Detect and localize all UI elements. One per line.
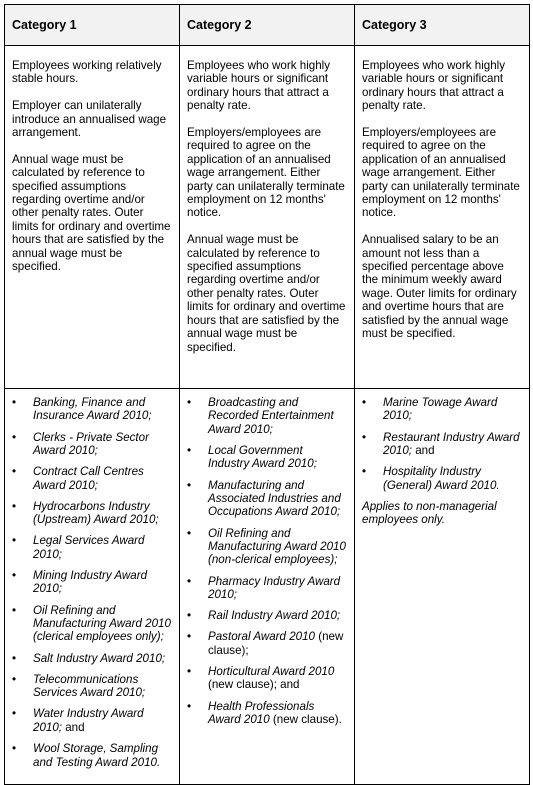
awards-list bbox=[362, 396, 522, 492]
award-name: Manufacturing and Associated Industries and Occupations Award 2010; bbox=[208, 478, 341, 519]
award-list-item bbox=[12, 652, 172, 665]
bullet-icon: • bbox=[362, 465, 367, 479]
bullet-icon: • bbox=[12, 707, 17, 721]
bullet-icon: • bbox=[12, 499, 17, 513]
bullet-icon: • bbox=[187, 609, 192, 623]
award-name: Wool Storage, Sampling and Testing Award 2010. bbox=[33, 742, 161, 769]
award-name: Oil Refining and Manufacturing Award 2010 (clerical employees only); bbox=[33, 603, 171, 644]
award-suffix: and bbox=[62, 720, 85, 734]
bullet-icon: • bbox=[187, 396, 192, 409]
award-name: Oil Refining and Manufacturing Award 2010 (non-clerical employees); bbox=[208, 526, 346, 567]
award-name: Mining Industry Award 2010; bbox=[33, 569, 148, 596]
award-name: Health Professionals Award 2010 bbox=[208, 699, 315, 727]
awards-row bbox=[5, 389, 530, 785]
description-paragraph: Employers/employees are required to agree on the application of an annualised wage arrangement. Either party can unilaterally terminate employment on 12 months' notice. bbox=[187, 126, 345, 220]
award-list-item bbox=[12, 396, 172, 423]
category-2-header: Category 2 bbox=[180, 5, 355, 46]
award-list-item bbox=[362, 396, 522, 423]
award-suffix: (new clause). bbox=[269, 713, 342, 727]
bullet-icon: • bbox=[187, 699, 192, 713]
award-list-item bbox=[187, 700, 347, 727]
award-list-item bbox=[187, 396, 347, 436]
award-name: Telecommunications Services Award 2010; bbox=[33, 672, 146, 700]
bullet-icon: • bbox=[12, 430, 17, 444]
award-list-item bbox=[187, 665, 347, 692]
description-paragraph: Annual wage must be calculated by reference to specified assumptions regarding overtime and/or other penalty rates. Outer limits for ordinary and overtime hours that are satisfied by the annual wage must be specified. bbox=[12, 152, 171, 274]
award-list-item bbox=[362, 465, 522, 492]
award-name: Water Industry Award 2010; bbox=[33, 707, 144, 734]
award-list-item bbox=[187, 527, 347, 567]
bullet-icon: • bbox=[12, 651, 17, 665]
bullet-icon: • bbox=[362, 396, 367, 409]
category-3-description bbox=[355, 46, 530, 389]
award-list-item bbox=[187, 444, 347, 471]
award-name: Contract Call Centres Award 2010; bbox=[33, 465, 144, 492]
award-list-item bbox=[12, 500, 172, 527]
award-suffix: (new clause); bbox=[208, 630, 344, 657]
award-suffix: and bbox=[412, 444, 435, 458]
bullet-icon: • bbox=[187, 526, 192, 540]
award-list-item bbox=[12, 707, 172, 734]
description-paragraph: Employees who work highly variable hours or significant ordinary hours that attract a penalty rate. bbox=[362, 59, 506, 113]
award-name: Pastoral Award 2010 bbox=[208, 630, 315, 644]
description-paragraph: Employees working relatively stable hours. bbox=[12, 59, 162, 86]
award-name: Restaurant Industry Award 2010; bbox=[383, 430, 520, 458]
description-paragraph: Employees who work highly variable hours or significant ordinary hours that attract a penalty rate. bbox=[187, 59, 331, 113]
bullet-icon: • bbox=[12, 534, 17, 548]
category-1-header: Category 1 bbox=[5, 5, 180, 46]
description-row bbox=[5, 46, 530, 389]
category-3-note: Applies to non-managerial employees only. bbox=[362, 499, 497, 527]
bullet-icon: • bbox=[187, 630, 192, 644]
awards-list bbox=[12, 396, 172, 769]
bullet-icon: • bbox=[12, 603, 17, 617]
category-1-description bbox=[5, 46, 180, 389]
award-name: Pharmacy Industry Award 2010; bbox=[208, 574, 341, 602]
award-list-item bbox=[12, 431, 172, 458]
award-name: Broadcasting and Recorded Entertainment Award 2010; bbox=[208, 396, 334, 436]
awards-list bbox=[187, 396, 347, 727]
category-3-header: Category 3 bbox=[355, 5, 530, 46]
award-list-item bbox=[187, 479, 347, 519]
bullet-icon: • bbox=[12, 672, 17, 686]
description-paragraph: Annualised salary to be an amount not less than a specified percentage above the minimum weekly award wage. Outer limits for ordinary and overtime hours that are satisfied by the annual wage must be specified. bbox=[362, 233, 517, 341]
award-list-item bbox=[12, 673, 172, 700]
description-paragraph: Employer can unilaterally introduce an annualised wage arrangement. bbox=[12, 99, 167, 140]
bullet-icon: • bbox=[12, 569, 17, 583]
category-2-description bbox=[180, 46, 355, 389]
bullet-icon: • bbox=[12, 465, 17, 479]
award-name: Clerks - Private Sector Award 2010; bbox=[33, 430, 149, 458]
award-name: Banking, Finance and Insurance Award 2010; bbox=[33, 396, 152, 423]
bullet-icon: • bbox=[187, 665, 192, 679]
award-list-item bbox=[12, 569, 172, 596]
bullet-icon: • bbox=[187, 574, 192, 588]
bullet-icon: • bbox=[12, 396, 17, 409]
header-row bbox=[5, 5, 530, 46]
award-name: Rail Industry Award 2010; bbox=[208, 609, 341, 623]
award-name: Hospitality Industry (General) Award 2010. bbox=[383, 465, 500, 492]
bullet-icon: • bbox=[187, 444, 192, 458]
award-name: Horticultural Award 2010 bbox=[208, 665, 335, 679]
award-suffix: (new clause); and bbox=[208, 678, 300, 692]
award-list-item bbox=[187, 630, 347, 657]
description-paragraph: Employers/employees are required to agree on the application of an annualised wage arrangement. Either party can unilaterally terminate employment on 12 months' notice. bbox=[362, 126, 520, 220]
award-list-item bbox=[12, 465, 172, 492]
category-2-awards bbox=[180, 389, 355, 785]
description-paragraph: Annual wage must be calculated by reference to specified assumptions regarding overtime and/or other penalty rates. Outer limits for ordinary and overtime hours that are satisfied by the annual wage must be specified. bbox=[187, 233, 346, 354]
award-list-item bbox=[362, 431, 522, 458]
category-3-awards bbox=[355, 389, 530, 785]
award-list-item bbox=[12, 534, 172, 561]
bullet-icon: • bbox=[187, 478, 192, 492]
award-name: Legal Services Award 2010; bbox=[33, 534, 145, 561]
bullet-icon: • bbox=[12, 742, 17, 756]
award-name: Salt Industry Award 2010; bbox=[33, 651, 166, 665]
award-name: Local Government Industry Award 2010; bbox=[208, 444, 317, 471]
category-1-awards bbox=[5, 389, 180, 785]
award-list-item bbox=[12, 742, 172, 769]
award-list-item bbox=[187, 609, 347, 622]
award-list-item bbox=[12, 604, 172, 644]
award-name: Marine Towage Award 2010; bbox=[383, 396, 498, 423]
award-list-item bbox=[187, 575, 347, 602]
award-category-table bbox=[4, 4, 530, 785]
bullet-icon: • bbox=[362, 430, 367, 444]
award-name: Hydrocarbons Industry (Upstream) Award 2010; bbox=[33, 499, 159, 527]
